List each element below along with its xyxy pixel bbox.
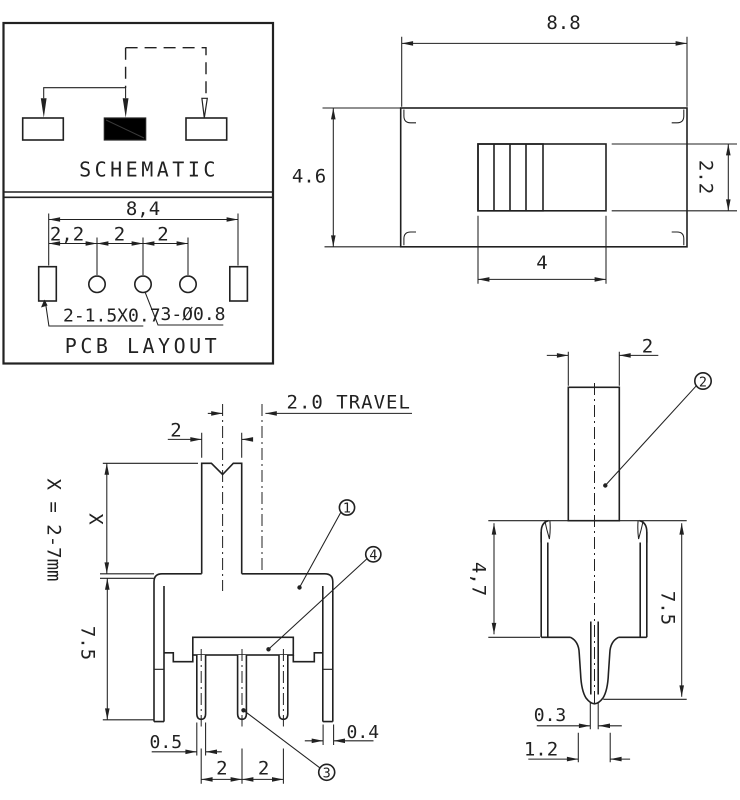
lug-slot-ext bbox=[590, 703, 598, 730]
schematic-left-terminal bbox=[23, 118, 64, 140]
side-view bbox=[468, 335, 712, 762]
top-dim-width-ext bbox=[402, 37, 687, 107]
side-dim-body-height: 4,7 bbox=[467, 561, 490, 597]
front-view bbox=[43, 392, 413, 784]
front-body-height-ext bbox=[100, 578, 154, 720]
callout-terminal-number: 3 bbox=[322, 765, 331, 782]
side-dim-knob-width: 2 bbox=[641, 335, 654, 358]
side-dim-lug-width: 1.2 bbox=[523, 738, 559, 761]
knob-width-ext bbox=[202, 433, 242, 458]
callout-base-leader bbox=[269, 559, 368, 650]
switch-body-top bbox=[401, 108, 687, 247]
pcb-slot-left bbox=[39, 267, 57, 301]
corner-relief-tl bbox=[404, 110, 416, 123]
corner-relief-bl bbox=[404, 232, 416, 245]
pcb-note-holes: 3-Ø0.8 bbox=[160, 304, 226, 325]
panel-divider bbox=[4, 192, 274, 197]
knob-grip-ridges bbox=[494, 144, 526, 211]
callout-cover-leader bbox=[300, 512, 342, 588]
front-dim-body-height: 7.5 bbox=[76, 625, 99, 661]
corner-relief-br bbox=[672, 232, 684, 245]
corner-relief-tr bbox=[672, 110, 684, 123]
callout-cover-dot bbox=[297, 585, 301, 589]
pcb-dim-pitch-mid: 2 bbox=[113, 223, 126, 246]
callout-cover-number: 1 bbox=[342, 500, 352, 517]
side-dim-total-height: 7.5 bbox=[656, 590, 679, 626]
top-dim-height: 4.6 bbox=[291, 165, 327, 188]
pitch-ext-lines bbox=[201, 749, 283, 784]
top-dim-height-ext bbox=[323, 108, 401, 247]
top-dim-slot-height-ext bbox=[612, 144, 737, 211]
pcb-hole-1 bbox=[89, 276, 105, 292]
pcb-dim-pitch-right: 2 bbox=[157, 223, 169, 246]
side-knob-width-ext bbox=[568, 352, 619, 386]
pcb-hole-2 bbox=[135, 276, 151, 292]
schematic-right-terminal bbox=[186, 118, 227, 140]
front-dim-travel: 2.0 TRAVEL bbox=[286, 391, 411, 414]
front-dim-knob-width: 2 bbox=[170, 419, 182, 442]
contact-arrow-left bbox=[41, 98, 47, 118]
front-dim-pitch-a: 2 bbox=[216, 757, 228, 780]
callout-terminal-dot bbox=[241, 708, 245, 712]
pcb-note-slots: 2-1.5X0.7 bbox=[63, 305, 161, 327]
callout-base-dot bbox=[266, 647, 270, 651]
actuator-side[interactable] bbox=[568, 387, 619, 520]
x-dim-ext bbox=[100, 463, 198, 574]
pcb-layout-title: PCB LAYOUT bbox=[64, 334, 221, 358]
pcb-dim-pitch-left: 2,2 bbox=[49, 223, 85, 246]
pcb-hole-3 bbox=[180, 276, 196, 292]
contact-arrow-middle bbox=[123, 98, 129, 118]
top-dim-width: 8.8 bbox=[546, 12, 581, 34]
schematic-dashed-link bbox=[126, 48, 206, 98]
lug-width-ext bbox=[578, 733, 610, 763]
front-dim-bracket-width: 0.4 bbox=[346, 721, 380, 743]
top-dim-slot-height: 2.2 bbox=[694, 159, 717, 195]
callout-base-number: 4 bbox=[369, 547, 378, 564]
side-dim-slot-width: 0.3 bbox=[533, 705, 567, 726]
actuator-front[interactable] bbox=[202, 463, 242, 574]
callout-actuator-dot bbox=[603, 483, 607, 487]
slider-slot bbox=[478, 144, 606, 211]
front-dim-knob-height: X bbox=[84, 513, 107, 525]
pcb-dim-overall: 8,4 bbox=[125, 198, 161, 220]
top-view bbox=[292, 12, 737, 284]
schematic-title: SCHEMATIC bbox=[79, 157, 219, 182]
callout-actuator-number: 2 bbox=[698, 374, 708, 391]
pcb-layout-panel bbox=[39, 198, 248, 358]
pcb-slot-right bbox=[230, 267, 248, 301]
front-dim-pin-width: 0.5 bbox=[149, 731, 183, 753]
top-dim-slot-width: 4 bbox=[536, 252, 548, 274]
bracket-width-ext bbox=[323, 725, 334, 746]
front-note-actuator-range: X = 2-7mm bbox=[42, 478, 65, 582]
contact-arrow-right-open bbox=[202, 98, 207, 118]
front-dim-pitch-b: 2 bbox=[257, 757, 270, 780]
schematic-solid-link bbox=[44, 88, 126, 99]
